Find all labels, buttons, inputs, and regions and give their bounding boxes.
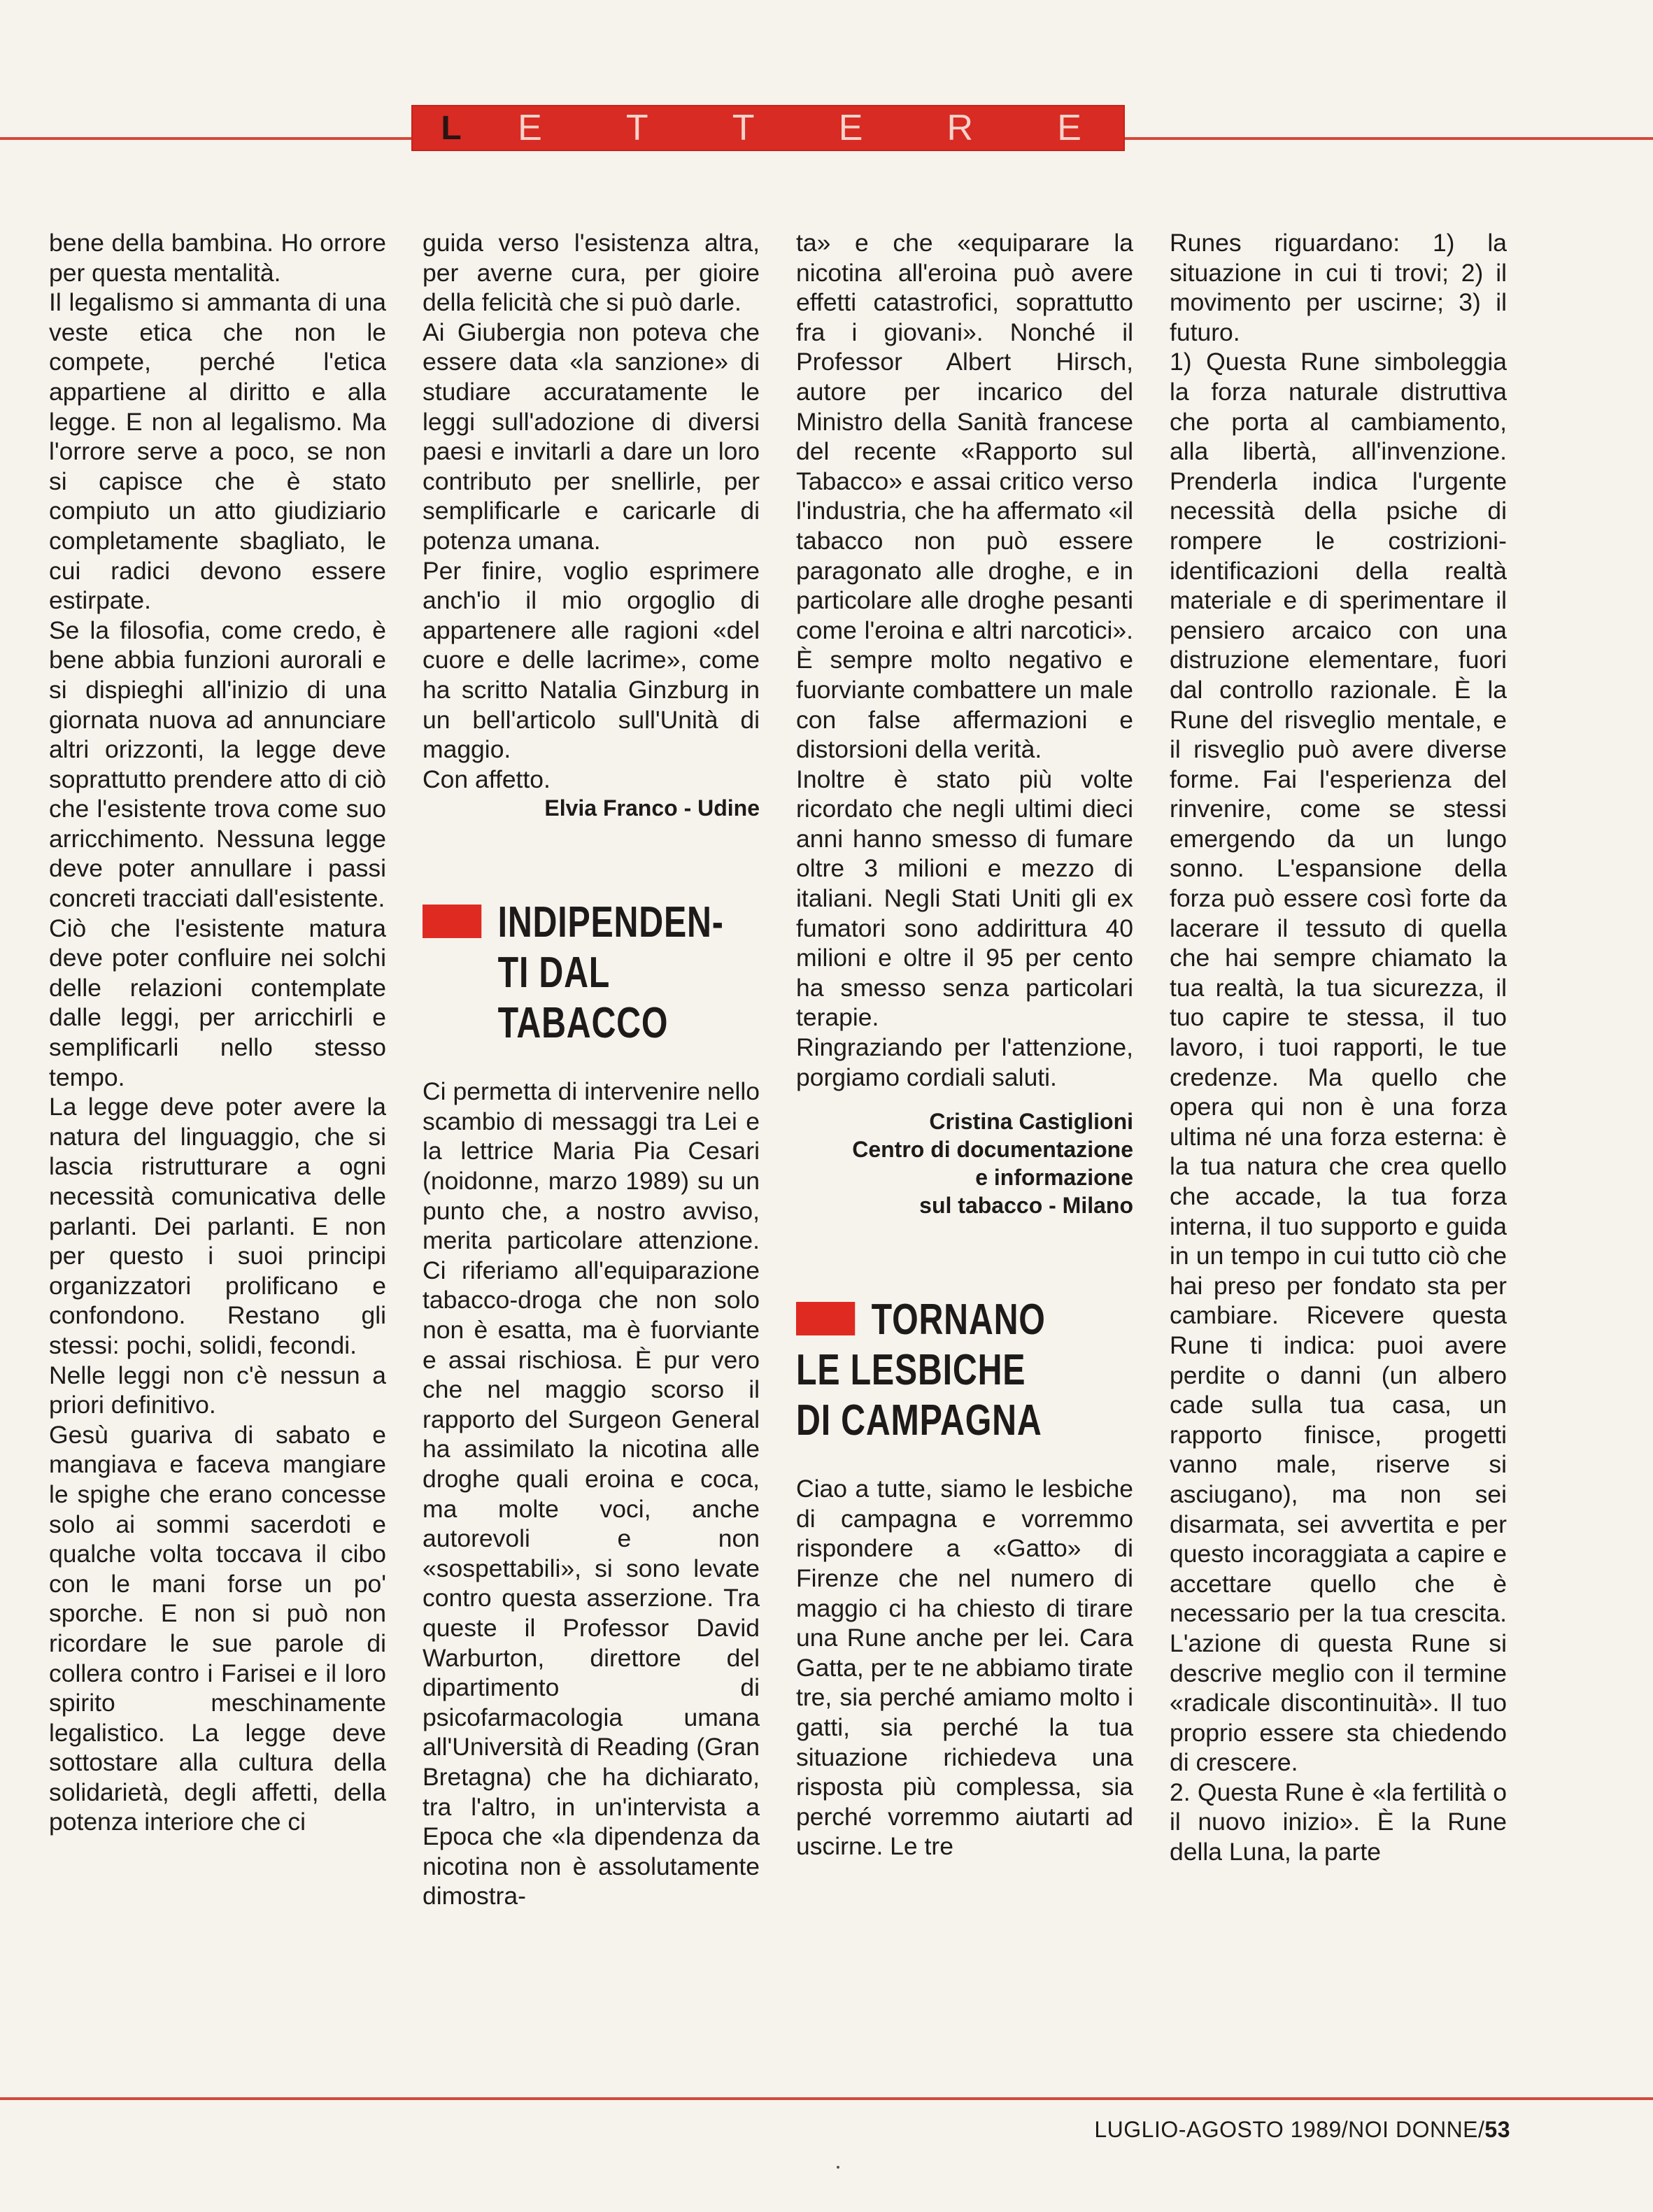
paragraph: Ai Giubergia non poteva che essere data «la sanzione» di studiare accuratamente le leggi sull'adozione di diversi paesi e invitarli a dare un loro contributo per snellirle, per semplificarle e caricarle di potenza umana. [423,318,760,555]
section-letter: R [946,108,974,148]
paragraph: Gesù guariva di sabato e mangiava e faceva mangiare le spighe che erano concesse solo ai sommi sacerdoti e qualche volta toccava il cibo con le mani forse un po' sporche. E non si può non ricordare le sue parole di collera contro i Farisei e il loro spirito meschinamente legalistico. La legge deve sottostare alla cultura della solidarietà, degli affetti, della potenza interiore che ci [49,1420,386,1836]
paragraph: 1) Questa Rune simboleggia la forza naturale distruttiva che porta al cambiamento, alla libertà, all'invenzione. Prenderla indica l'urgente necessità della psiche di rompere le costrizioni-identificazioni della realtà materiale e di sperimentare il pensiero arcaico con una distruzione elementare, fuori dal controllo razionale. È la Rune del risveglio mentale, e il risveglio può avere diverse forme. Fai l'esperienza del rinvenire, come se stessi emergendo da un lungo sonno. L'espansione della forza può essere così forte da lacerare il tessuto di quella che hai sempre chiamato la tua realtà, la tua sicurezza, il tuo capire te stessa, il tuo lavoro, i tuoi rapporti, le tue credenze. Ma quello che opera qui non è una forza ultima né una forza esterna: è la tua natura che crea quello che accade, la tua forza interna, il tuo supporto e guida in un tempo in cui tutto ciò che hai preso per fondato sta per cambiare. Ricevere questa Rune ti indica: puoi avere perdite o danni (un albero cade sulla tua casa, un rapporto finisce, progetti vanno male, riserve si asciugano), ma non sei disarmata, sei avvertita e per questo incoraggiata a capire e accettare quello che è necessario per la tua crescita. L'azione di questa Rune si descrive meglio con il termine «radicale discontinuità». Il tuo proprio essere sta chiedendo di crescere. [1170,348,1507,1777]
column-2 [423,228,760,1911]
article-heading [423,898,761,1049]
print-speck [837,2166,839,2169]
heading-line: TI DAL TABACCO [497,949,669,1048]
paragraph: La legge deve poter avere la natura del linguaggio, che si lascia ristrutturare a ogni necessità comunicativa delle parlanti. Dei parlanti. E non per questo i suoi principi organizzatori prolificano e confondono. Restano gli stessi: pochi, solidi, fecondi. [49,1093,386,1359]
heading-line: TORNANO [871,1296,1046,1345]
paragraph: ta» e che «equiparare la nicotina all'eroina può avere effetti catastrofici, soprattutto fra i giovani». Nonché il Professor Albert Hirsch, autore per incarico del Ministro della Sanità francese del recente «Rapporto sul Tabacco» e assai critico verso l'industria, che ha affermato «il tabacco non può essere paragonato alle droghe, e in particolare alle droghe pesanti come l'eroina e altri narcotici». È sempre molto negativo e fuorviante combattere un male con false affermazioni e distorsioni della verità. [796,229,1133,764]
signature-line: Centro di documentazione [852,1137,1133,1163]
footer-issue: LUGLIO-AGOSTO 1989/NOI DONNE/ [1094,2117,1485,2142]
page-footer [1094,2117,1510,2143]
paragraph: Il legalismo si ammanta di una veste etica che non le compete, perché l'etica appartiene al diritto e alla legge. E non al legalismo. Ma l'orrore serve a poco, se non si capisce che è stato compiuto un atto giudiziario completamente sbagliato, le cui radici devono essere estirpate. [49,288,386,615]
heading-line: DI CAMPAGNA [796,1396,1042,1445]
paragraph: Nelle leggi non c'è nessun a priori definitivo. [49,1361,386,1419]
bottom-rule [0,2097,1653,2100]
paragraph: Ciò che l'esistente matura deve poter confluire nei solchi delle relazioni contemplate dalle leggi, per arricchirli e semplificarli nello stesso tempo. [49,914,386,1091]
heading-marker [423,905,481,938]
heading-line: LE LESBICHE [796,1346,1026,1395]
heading-marker [796,1302,855,1335]
paragraph: Ringraziando per l'attenzione, porgiamo cordiali saluti. [796,1033,1133,1091]
section-letter: E [838,108,863,148]
signature-line: sul tabacco - Milano [919,1193,1133,1219]
heading-line: INDIPENDEN- [497,898,724,947]
letter-signature [796,1107,1133,1219]
signature-line: e informazione [975,1165,1133,1191]
section-banner [413,106,1123,150]
section-letter: T [625,108,648,148]
section-letter: T [732,108,755,148]
section-letters [476,107,1123,149]
paragraph: Inoltre è stato più volte ricordato che negli ultimi dieci anni hanno smesso di fumare oltre 3 milioni e mezzo di italiani. Negli Stati Uniti gli ex fumatori sono addirittura 40 milioni e oltre il 95 per cento ha smesso senza particolari terapie. [796,765,1133,1032]
paragraph: Se la filosofia, come credo, è bene abbia funzioni aurorali e si dispieghi all'inizio di una giornata nuova ad annunciare altri orizzonti, la legge deve soprattutto prendere atto di ciò che l'esistente trova come suo arricchimento. Nessuna legge deve poter annullare i passi concreti tracciati dall'esistente. [49,616,386,913]
column-1 [49,228,386,1837]
page-number: 53 [1484,2117,1510,2142]
letter-signature: Elvia Franco - Udine [544,795,760,821]
article-heading [796,1295,1135,1446]
paragraph: Ciao a tutte, siamo le lesbiche di campagna e vorremmo rispondere a «Gatto» di Firenze che nel numero di maggio ci ha chiesto di tirare una Rune anche per lei. Cara Gatta, per te ne abbiamo tirate tre, sia perché amiamo molto i gatti, sia perché la tua situazione richiedeva una risposta più complessa, sia perché vorremmo aiutarti ad uscirne. Le tre [796,1475,1133,1861]
section-letter: E [518,108,542,148]
paragraph: Ci permetta di intervenire nello scambio di messaggi tra Lei e la lettrice Maria Pia Cesari (noidonne, marzo 1989) su un punto che, a nostro avviso, merita particolare attenzione. Ci riferiamo all'equiparazione tabacco-droga che non solo non è esatta, ma è fuorviante e assai rischiosa. È pur vero che nel maggio scorso il rapporto del Surgeon General ha assimilato la nicotina alle droghe quali eroina e coca, ma molte voci, anche autorevoli e non «sospettabili», si sono levate contro questa asserzione. Tra queste il Professor David Warburton, direttore del dipartimento di psicofarmacologia umana all'Università di Reading (Gran Bretagna) che ha dichiarato, tra l'altro, in un'intervista a Epoca che «la dipendenza da nicotina non è assolutamente dimostra- [423,1077,760,1910]
paragraph: Per finire, voglio esprimere anch'io il mio orgoglio di appartenere alle ragioni «del cuore e delle lacrime», come ha scritto Natalia Ginzburg in un bell'articolo sull'Unità di maggio. [423,556,760,764]
paragraph: guida verso l'esistenza altra, per averne cura, per gioire della felicità che si può darle. [423,229,760,317]
paragraph: Runes riguardano: 1) la situazione in cui ti trovi; 2) il movimento per uscirne; 3) il futuro. [1170,229,1507,346]
paragraph: bene della bambina. Ho orrore per questa mentalità. [49,229,386,287]
column-3 [796,228,1133,1862]
signature-line: Cristina Castiglioni [929,1109,1133,1135]
paragraph: Con affetto. [423,765,551,793]
column-4 [1170,228,1507,1867]
section-letter: E [1057,108,1081,148]
paragraph: 2. Questa Rune è «la fertilità o il nuovo inizio». È la Rune della Luna, la parte [1170,1778,1507,1866]
section-initial: L [441,109,462,147]
